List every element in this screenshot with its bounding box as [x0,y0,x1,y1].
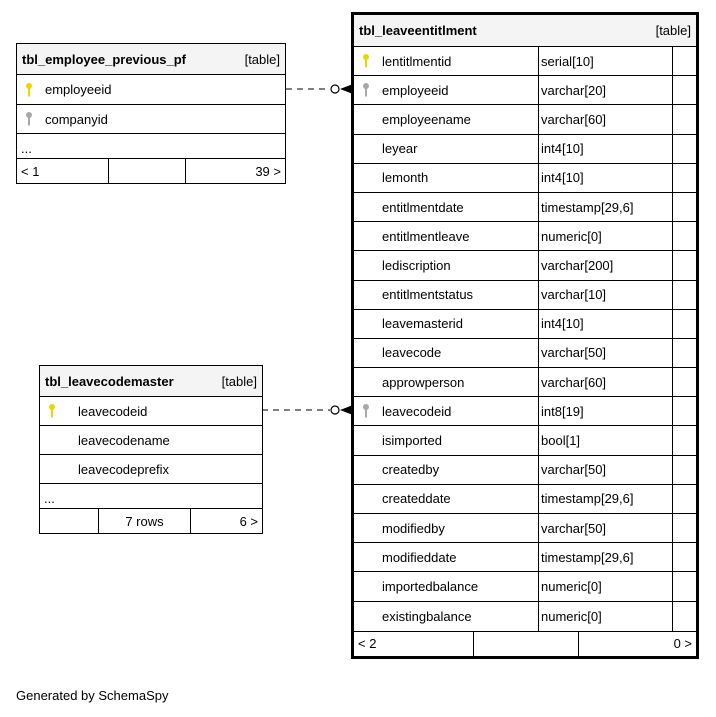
table-kind: [table] [244,51,280,67]
column-type: timestamp[29,6] [538,543,672,571]
column-extra [672,456,696,484]
generated-by-label: Generated by SchemaSpy [16,688,169,703]
column-row[interactable] [354,397,696,426]
column-name: leavecodeid [382,403,452,419]
column-row[interactable] [354,339,696,368]
column-name: leyear [382,141,418,157]
column-type: int4[10] [538,135,672,163]
primary-key-icon [362,54,370,69]
footer-rows [109,159,186,183]
column-extra [672,193,696,221]
column-name: isimported [382,433,442,449]
column-name: employeeid [45,82,112,97]
footer-parents[interactable]: < 2 [354,632,474,656]
table-header[interactable] [40,366,262,397]
footer-parents[interactable]: < 1 [17,159,109,183]
column-row[interactable] [354,602,696,631]
column-row[interactable] [354,281,696,310]
column-extra [672,514,696,542]
column-name: leavecodeid [78,403,148,419]
column-type: numeric[0] [538,602,672,631]
column-type: int4[10] [538,310,672,338]
column-name: lediscription [382,257,451,273]
column-extra [672,368,696,396]
column-row[interactable] [40,455,262,484]
column-name: lemonth [382,170,429,186]
primary-key-icon [48,404,56,419]
column-row[interactable] [354,572,696,601]
foreign-key-icon [362,404,370,419]
column-type: int8[19] [538,397,672,425]
column-row[interactable] [354,76,696,105]
table-name: tbl_employee_previous_pf [22,51,186,67]
column-row[interactable] [354,456,696,485]
column-row[interactable] [354,105,696,134]
footer-rows [474,632,579,656]
footer-children[interactable]: 39 > [255,163,281,179]
primary-key-icon [25,82,33,97]
column-type: serial[10] [538,47,672,75]
column-name: leavecode [382,345,442,361]
column-name: approwperson [382,374,465,390]
column-row[interactable] [354,222,696,251]
column-type: varchar[50] [538,456,672,484]
column-extra [672,310,696,338]
more-columns: ... [40,484,262,509]
column-extra [672,251,696,279]
column-name: createdby [382,462,440,478]
footer-parents[interactable] [40,509,99,533]
column-type: varchar[20] [538,76,672,104]
column-row[interactable] [354,426,696,455]
column-name: entitlmentdate [382,199,464,215]
column-type: varchar[60] [538,105,672,133]
column-name: employeeid [382,82,449,98]
column-extra [672,602,696,631]
column-type: numeric[0] [538,572,672,600]
table-name: tbl_leavecodemaster [45,373,174,389]
column-type: bool[1] [538,426,672,454]
column-extra [672,426,696,454]
column-extra [672,105,696,133]
column-extra [672,485,696,513]
column-name: importedbalance [382,578,479,594]
table-header[interactable] [354,15,696,47]
column-row[interactable] [40,397,262,426]
column-extra [672,222,696,250]
column-row[interactable] [354,164,696,193]
column-name: entitlmentleave [382,228,470,244]
column-type: varchar[60] [538,368,672,396]
column-row[interactable] [354,135,696,164]
column-row[interactable] [354,485,696,514]
column-type: varchar[200] [538,251,672,279]
column-extra [672,543,696,571]
column-name: companyid [45,111,108,127]
table-footer [17,159,285,183]
column-row[interactable] [354,310,696,339]
column-name: leavecodename [78,432,170,448]
column-name: lentitlmentid [382,53,452,69]
column-name: employeename [382,111,471,127]
table-leaveentitlment[interactable] [351,12,699,659]
table-leavecodemaster[interactable] [39,365,263,534]
edge-leavecodeid [262,405,353,415]
column-row[interactable] [354,368,696,397]
column-type: varchar[10] [538,281,672,309]
column-name: existingbalance [382,608,472,624]
column-type: varchar[50] [538,514,672,542]
footer-children[interactable]: 6 > [239,513,258,529]
column-row[interactable] [354,251,696,280]
table-name: tbl_leaveentitlment [359,23,477,38]
column-type: timestamp[29,6] [538,193,672,221]
column-row[interactable] [354,193,696,222]
foreign-key-icon [25,112,33,127]
table-header[interactable] [17,44,285,75]
table-kind: [table] [221,373,257,389]
column-row[interactable] [17,75,285,105]
column-extra [672,47,696,75]
table-footer [354,631,696,656]
table-footer [40,509,262,533]
column-extra [672,281,696,309]
footer-children[interactable]: 0 > [673,636,692,652]
column-row[interactable] [17,105,285,134]
column-row[interactable] [354,47,696,76]
column-extra [672,572,696,600]
column-name: modifiedby [382,520,445,536]
column-extra [672,164,696,192]
column-type: int4[10] [538,164,672,192]
footer-rows: 7 rows [99,509,191,533]
column-name: leavemasterid [382,316,463,332]
more-columns: ... [17,134,285,159]
column-name: createddate [382,491,451,507]
column-type: varchar[50] [538,339,672,367]
column-row[interactable] [354,514,696,543]
column-name: modifieddate [382,549,457,565]
table-kind: [table] [655,23,691,38]
column-type: numeric[0] [538,222,672,250]
column-type: timestamp[29,6] [538,485,672,513]
column-extra [672,76,696,104]
column-row[interactable] [40,426,262,455]
column-row[interactable] [354,543,696,572]
column-name: leavecodeprefix [78,461,170,477]
column-extra [672,135,696,163]
edge-employeeid [286,84,353,94]
table-employee-previous-pf[interactable] [16,43,286,184]
column-extra [672,397,696,425]
foreign-key-icon [362,83,370,98]
column-extra [672,339,696,367]
column-name: entitlmentstatus [382,287,474,303]
